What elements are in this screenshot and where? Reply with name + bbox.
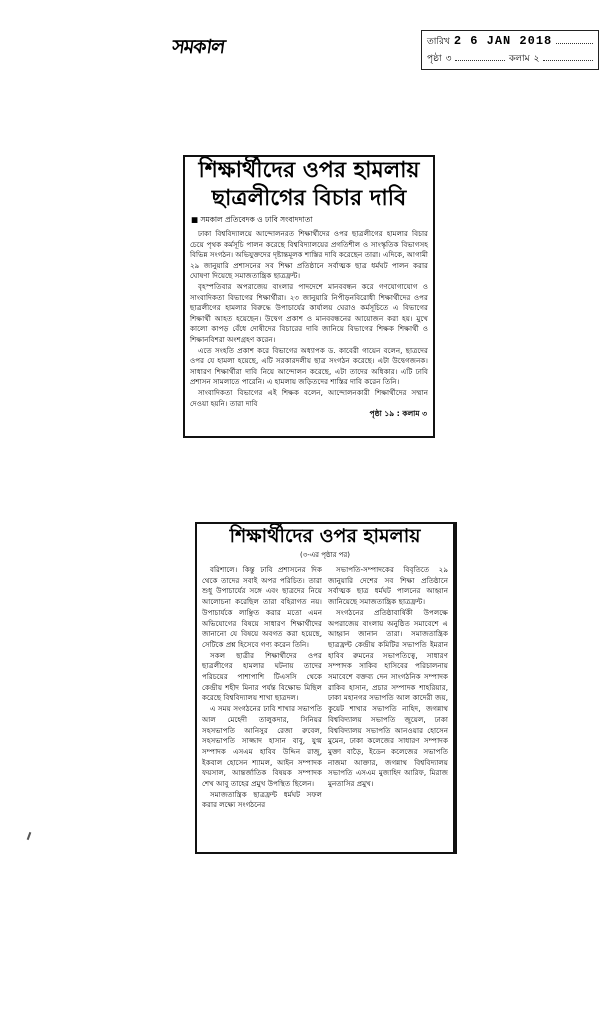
newspaper-masthead: সমকাল: [170, 36, 226, 58]
paragraph: এ সময় সংগঠনের ঢাবি শাখার সভাপতি আল মেহেদী তালুকদার, সিনিয়র সহসভাপতি আনিসুর রেজা রুবেল, সহসভাপতি সাজ্জাদ হাসান বাবু, যুগ্ম সম্পাদক এসএম হাবিব উদ্দিন রাজু, ইকবাল হোসেন শ্যামল, আইন সম্পাদক ফয়সাল, আন্তর্জাতিক বিষয়ক সম্পাদক শেখ আবু তাহের প্রমুখ উপস্থিত ছিলেন।: [202, 704, 322, 789]
paragraph: সমাজতান্ত্রিক ছাত্রফ্রন্ট ধর্মঘট সফল করার লক্ষ্যে সংগঠনের: [202, 789, 322, 810]
column-label: কলাম: [508, 54, 530, 64]
headline: শিক্ষার্থীদের ওপর হামলায়: [229, 525, 421, 547]
paragraph: ঢাকা বিশ্ববিদ্যালয়ে আন্দোলনরত শিক্ষার্থীদের ওপর ছাত্রলীগের হামলার বিচার চেয়ে পৃথক কর্মসূচি পালন করেছে বিশ্ববিদ্যালয়ের প্রগতিশীল ও সাংস্কৃতিক বিভাগসহ বিভিন্ন সংগঠন। অভিযুক্তদের দৃষ্টান্তমূলক শাস্তির দাবি করেছেন তারা। এদিকে, আগামী ২৯ জানুয়ারি প্রশাসনের সব শিক্ষা প্রতিষ্ঠানে সর্বাত্মক ছাত্র ধর্মঘট পালন করার ঘোষণা দিয়েছে সমাজতান্ত্রিক ছাত্রফ্রন্ট।: [190, 229, 428, 281]
paragraph: সংগঠনের প্রতিষ্ঠাবার্ষিকী উপলক্ষে অপরাজেয় বাংলায় অনুষ্ঠিত সমাবেশে এ আহ্বান জানান তারা। সমাজতান্ত্রিক ছাত্রফ্রন্ট কেন্দ্রীয় কমিটির সভাপতি ইমরান হাবিব রুমনের সভাপতিত্বে, সাধারণ সম্পাদক সাকিব হাসিবের পরিচালনায় সমাবেশে বক্তব্য দেন সাংগঠনিক সম্পাদক রাকিব হাসান, প্রচার সম্পাদক শাহরিয়ার, ঢাকা মহানগর সভাপতি আল কাদেরী জয়, কুয়েট শাখার সভাপতি নাহিদ, জগন্নাথ বিশ্ববিদ্যালয় সভাপতি জুয়েল, ঢাকা বিশ্ববিদ্যালয় সভাপতি আনওয়ার হোসেন মুমেন, ঢাকা কলেজের সাধারণ সম্পাদক মুক্তা বাড়ৈ, ইডেন কলেজের সভাপতি নাজমা আক্তার, জগন্নাথ বিশ্ববিদ্যালয় সভাপতি এসএম মুজাহিদ আরিফ, মিরাজ মুনতাসির প্রমুখ।: [328, 607, 448, 789]
paragraph: বৃহস্পতিবার অপরাজেয় বাংলার পাদদেশে মানববন্ধন করে গণযোগাযোগ ও সাংবাদিকতা বিভাগের শিক্ষার্থীরা। ২৩ জানুয়ারি নিপীড়নবিরোধী শিক্ষার্থীদের ওপর ছাত্রলীগের হামলার বিরুদ্ধে উপাচার্যের কার্যালয় ঘেরাও কর্মসূচিতে এ বিভাগের শিক্ষার্থী আহত হয়েছেন। উদ্বেগ প্রকাশ ও মানববন্ধনের আয়োজন করা হয়। মুখে কালো কাপড় বেঁধে দোষীদের বিচারের দাবি জানিয়ে বিভাগের শিক্ষক শিক্ষার্থী ও শিক্ষানবিশরা অংশগ্রহণ করেন।: [190, 281, 428, 344]
date-label: তারিখ: [427, 37, 450, 47]
dotted-line: [556, 35, 593, 44]
date-stamp: [421, 30, 599, 70]
continued-on: পৃষ্ঠা ১৯ : কলাম ৩: [369, 409, 427, 419]
paragraph: এতে সংহতি প্রকাশ করে বিভাগের অধ্যাপক ড. কাবেরী গায়েন বলেন, ছাত্রদের ওপর যে হামলা হয়েছে, এটি সরকারদলীয় ছাত্র সংগঠন করেছে। এটা উদ্বেগজনক। সাধারণ শিক্ষার্থীরা দাবি নিয়ে আন্দোলন করেছে, এটা তাদের অধিকার। এটি ঢাবি প্রশাসন সামলাতে পারেনি। এ হামলায় জড়িতদের শাস্তির দাবি করেন তিনি।: [190, 345, 428, 387]
article-body: [197, 565, 453, 811]
article-body: [185, 229, 433, 409]
date-value: 2 6 JAN 2018: [453, 34, 553, 48]
continued-from: (৩-এর পৃষ্ঠার পর): [300, 551, 350, 559]
article-clipping-1: [183, 155, 435, 438]
headline-line-2: ছাত্রলীগের বিচার দাবি: [211, 186, 407, 211]
column-1: [202, 565, 322, 811]
page-value: ৩: [445, 54, 452, 64]
paragraph: সকল ছাত্রীর শিক্ষার্থীদের ওপর ছাত্রলীগের হামলার ঘটনায় তাদের পরিচয়ের পাশাপাশি টিএসসি থেকে কেন্দ্রীয় শহীদ মিনার পর্যন্ত বিক্ষোভ মিছিল করেছে বিশ্ববিদ্যালয় শাখা ছাত্রদল।: [202, 650, 322, 703]
paragraph: বরিশালে। কিন্তু ঢাবি প্রশাসনের দিক থেকে তাদের সবাই অপর পরিচিত। তারা শুধু উপাচার্যের সঙ্গে এবং ছাত্রদের নিয়ে আলোচনা করেছিল তারা বহিরাগত নয়। উপাচার্যকে লাঞ্ছিত করার মতো এমন অভিযোগের বিষয়ে সাধারণ শিক্ষার্থীদের জানানো যে বিষয়ে অবগত করা হয়েছে, সেটিকে প্রশ্ন হিসেবে গণ্য করেন তিনি।: [202, 565, 322, 649]
dotted-line: [543, 52, 593, 61]
dotted-line: [455, 52, 505, 61]
headline-line-1: শিক্ষার্থীদের ওপর হামলায়: [198, 158, 420, 183]
column-2: [328, 565, 448, 811]
column-value: ২: [533, 54, 540, 64]
page-label: পৃষ্ঠা: [427, 54, 442, 64]
paragraph: সভাপতি-সম্পাদকের বিবৃতিতে ২৯ জানুয়ারি দেশের সব শিক্ষা প্রতিষ্ঠানে সর্বাত্মক ছাত্র ধর্মঘট পালনের আহ্বান জানিয়েছে সমাজতান্ত্রিক ছাত্রফ্রন্ট।: [328, 565, 448, 607]
scan-speck: [27, 832, 32, 840]
byline: ■ সমকাল প্রতিবেদক ও ঢাবি সংবাদদাতা: [191, 215, 427, 227]
article-clipping-2: [195, 522, 457, 854]
paragraph: সাংবাদিকতা বিভাগের এই শিক্ষক বলেন, আন্দোলনকারী শিক্ষার্থীদের সম্মান দেওয়া হয়নি। তারা দাবি: [190, 387, 428, 408]
